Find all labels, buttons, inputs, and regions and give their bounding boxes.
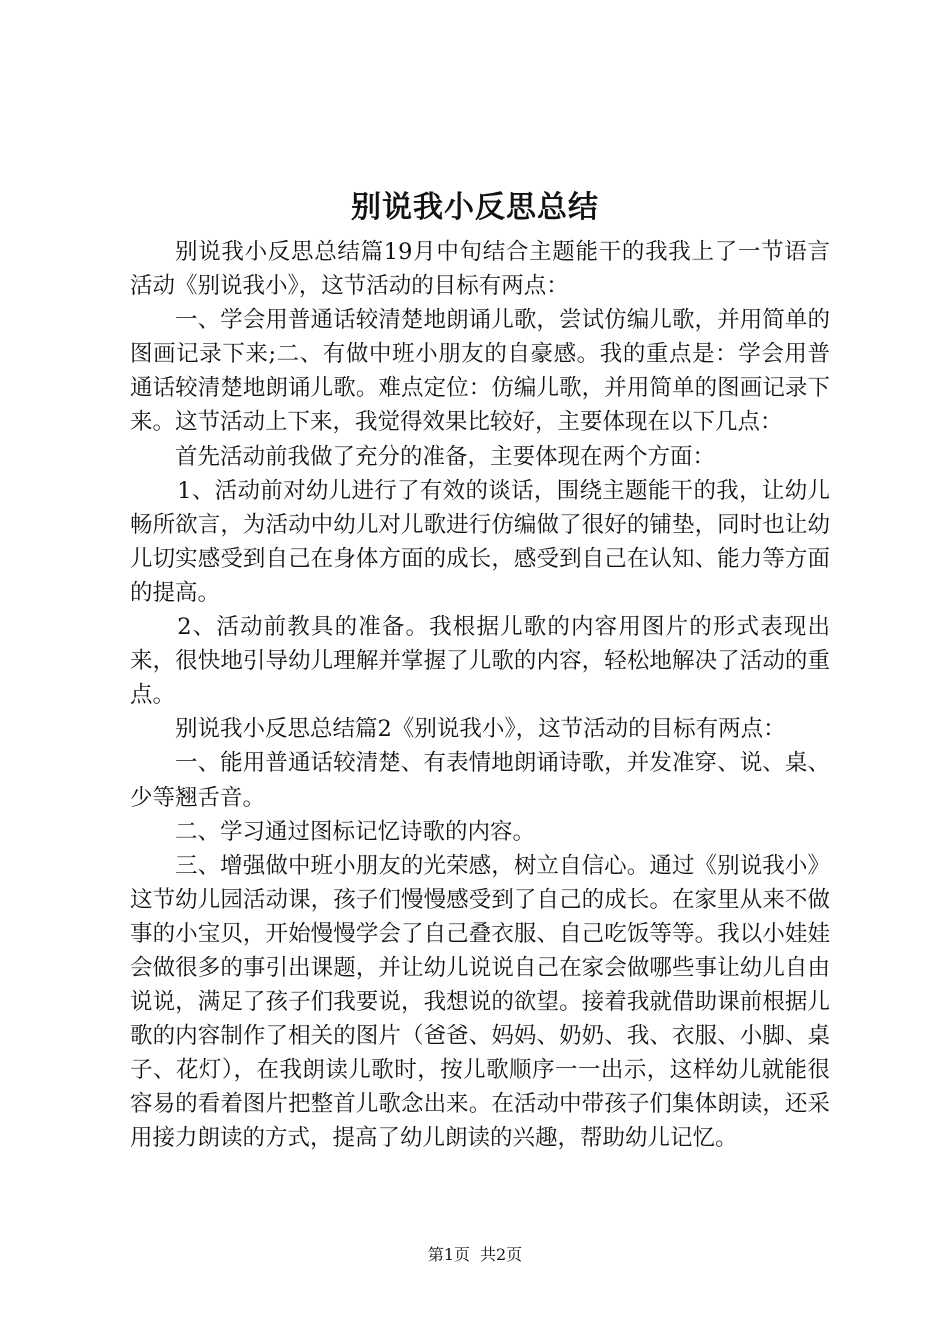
paragraph-1: 别说我小反思总结篇19月中旬结合主题能干的我我上了一节语言活动《别说我小》，这节活动的目标有两点： — [130, 239, 830, 300]
page-footer — [0, 1244, 950, 1266]
document-title: 别说我小反思总结 — [351, 190, 599, 225]
paragraph-2: 一、学会用普通话较清楚地朗诵儿歌，尝试仿编儿歌，并用简单的图画记录下来;二、有做中班小朋友的自豪感。我的重点是：学会用普通话较清楚地朗诵儿歌。难点定位：仿编儿歌，并用简单的图画记录下来。这节活动上下来，我觉得效果比较好，主要体现在以下几点： — [130, 307, 830, 436]
paragraph-6: 别说我小反思总结篇2《别说我小》，这节活动的目标有两点： — [175, 716, 786, 743]
page-total: 共2页 — [480, 1245, 523, 1264]
paragraph-8: 二、学习通过图标记忆诗歌的内容。 — [175, 818, 536, 845]
paragraph-9: 三、增强做中班小朋友的光荣感，树立自信心。通过《别说我小》这节幼儿园活动课，孩子们慢慢感受到了自己的成长。在家里从来不做事的小宝贝，开始慢慢学会了自己叠衣服、自己吃饭等等。我以小娃娃会做很多的事引出课题，并让幼儿说说自己在家会做哪些事让幼儿自由说说，满足了孩子们我要说，我想说的欲望。接着我就借助课前根据儿歌的内容制作了相关的图片（爸爸、妈妈、奶奶、我、衣服、小脚、桌子、花灯），在我朗读儿歌时，按儿歌顺序一一出示，这样幼儿就能很容易的看着图片把整首儿歌念出来。在活动中带孩子们集体朗读，还采用接力朗读的方式，提高了幼儿朗读的兴趣，帮助幼儿记忆。 — [130, 852, 830, 1152]
paragraph-7: 一、能用普通话较清楚、有表情地朗诵诗歌，并发准穿、说、桌、少等翘舌音。 — [130, 750, 830, 811]
paragraph-3: 首先活动前我做了充分的准备，主要体现在两个方面： — [175, 443, 716, 470]
paragraph-4: 1、活动前对幼儿进行了有效的谈话，围绕主题能干的我，让幼儿畅所欲言，为活动中幼儿对儿歌进行仿编做了很好的铺垫，同时也让幼儿切实感受到自己在身体方面的成长，感受到自己在认知、能力等方面的提高。 — [130, 477, 830, 606]
page-number: 第1页 — [427, 1245, 470, 1264]
paragraph-5: 2、活动前教具的准备。我根据儿歌的内容用图片的形式表现出来，很快地引导幼儿理解并掌握了儿歌的内容，轻松地解决了活动的重点。 — [130, 614, 830, 709]
document-body — [130, 235, 830, 1156]
